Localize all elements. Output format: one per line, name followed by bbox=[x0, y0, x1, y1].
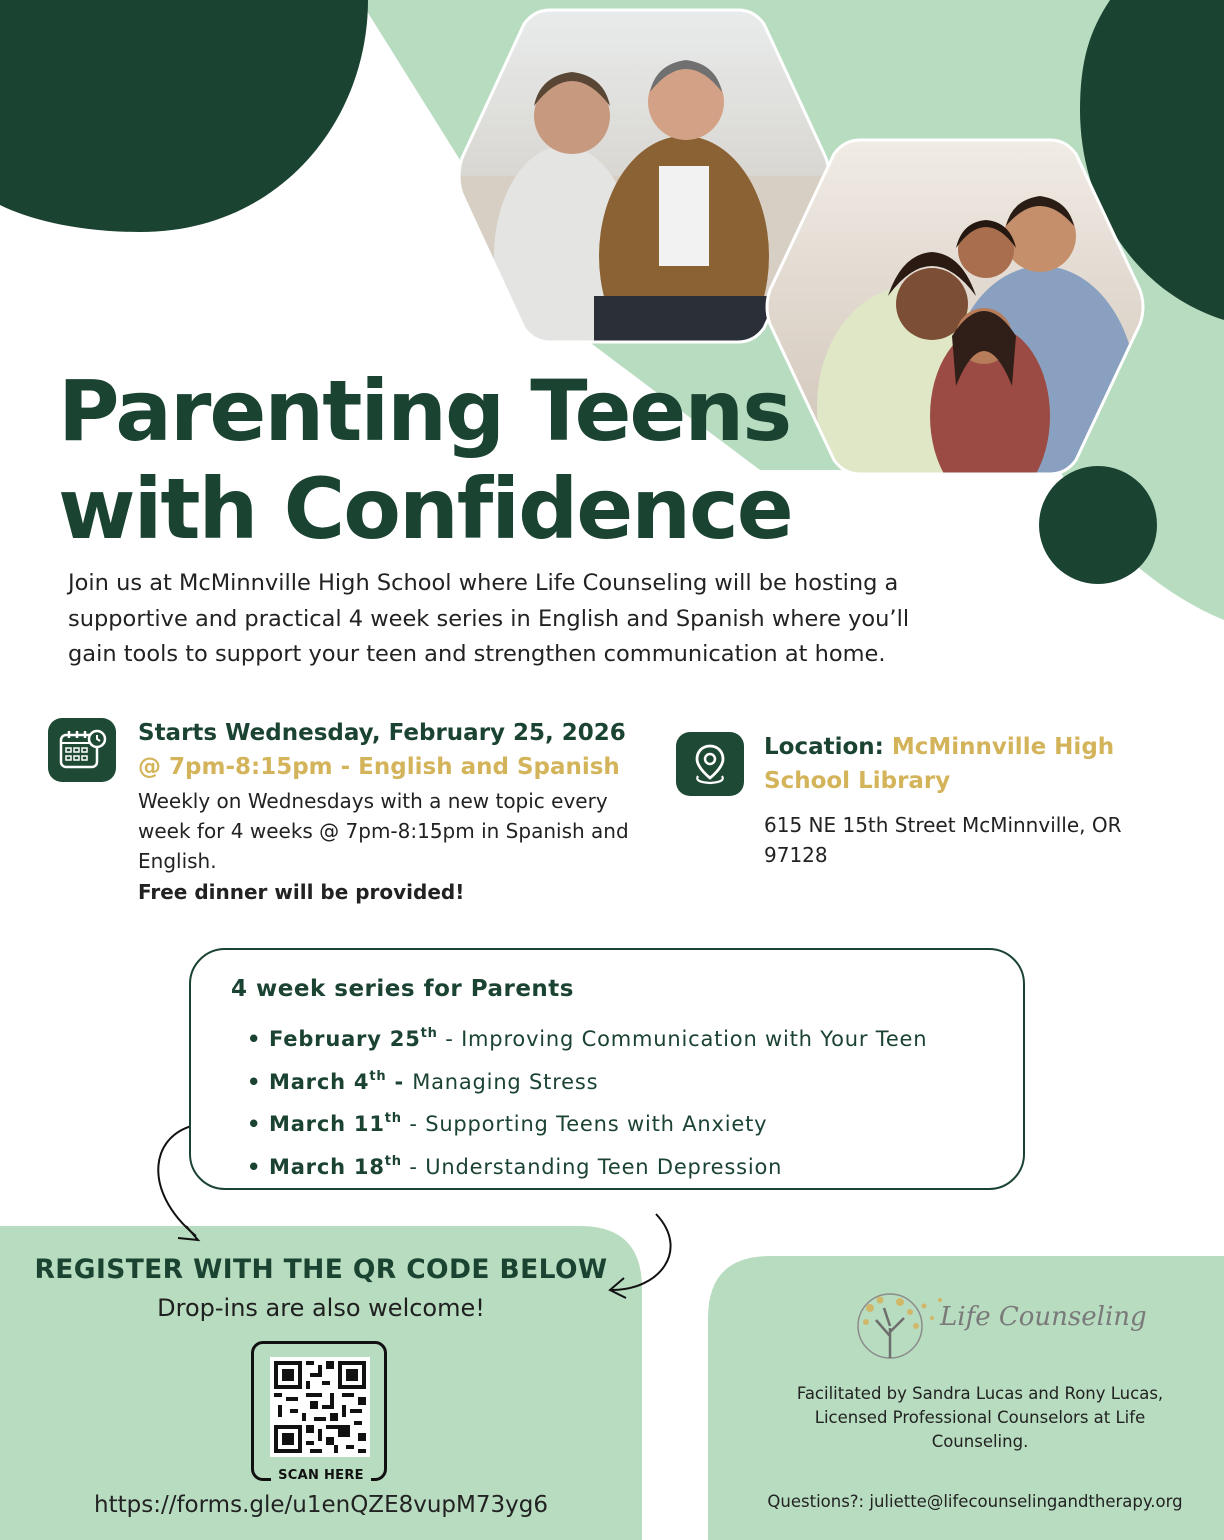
register-heading: REGISTER WITH THE QR CODE BELOW bbox=[34, 1254, 608, 1285]
schedule-time: @ 7pm-8:15pm - English and Spanish bbox=[138, 754, 620, 780]
location-address: 615 NE 15th Street McMinnville, OR 97128 bbox=[764, 813, 1122, 867]
photo-family bbox=[762, 136, 1148, 478]
series-list bbox=[247, 1018, 927, 1188]
calendar-clock-icon bbox=[48, 718, 116, 782]
page-title bbox=[58, 362, 818, 558]
series-item: • February 25th - Improving Communication with Your Teen bbox=[247, 1026, 928, 1051]
title-line-2: with Confidence bbox=[58, 460, 792, 558]
register-url[interactable]: https://forms.gle/u1enQZE8vupM73yg6 bbox=[94, 1492, 548, 1518]
questions-contact: Questions?: juliette@lifecounselingandtherapy.org bbox=[767, 1492, 1183, 1511]
scan-here-label: SCAN HERE bbox=[271, 1468, 371, 1483]
map-pin-icon bbox=[676, 732, 744, 796]
schedule-heading: Starts Wednesday, February 25, 2026 bbox=[138, 720, 626, 746]
location-heading bbox=[764, 730, 1164, 798]
series-title: 4 week series for Parents bbox=[231, 976, 574, 1002]
location-block bbox=[764, 730, 1164, 870]
series-item: • March 4th - Managing Stress bbox=[247, 1068, 599, 1094]
schedule-block bbox=[138, 716, 638, 908]
title-line-1: Parenting Teens bbox=[58, 362, 791, 460]
register-subheading: Drop-ins are also welcome! bbox=[157, 1294, 485, 1322]
series-box bbox=[189, 948, 1025, 1190]
location-label: Location: bbox=[764, 734, 884, 760]
logo-wordmark: Life Counseling bbox=[940, 1302, 1147, 1332]
schedule-description: Weekly on Wednesdays with a new topic every week for 4 weeks @ 7pm-8:15pm in Spanish and English. bbox=[138, 789, 629, 873]
location-name: McMinnville High School Library bbox=[764, 734, 1115, 794]
series-item: • March 11th - Supporting Teens with Anxiety bbox=[247, 1111, 768, 1136]
intro-paragraph: Join us at McMinnville High School where Life Counseling will be hosting a supportive and practical 4 week series in English and Spanish where you’ll gain tools to support your teen and strengthen communication at home. bbox=[68, 570, 910, 667]
tree-logo-icon bbox=[840, 1278, 950, 1368]
free-dinner-note: Free dinner will be provided! bbox=[138, 880, 465, 904]
qr-code[interactable] bbox=[270, 1357, 370, 1457]
facilitated-by: Facilitated by Sandra Lucas and Rony Lucas, Licensed Professional Counselors at Life Counseling. bbox=[796, 1384, 1164, 1451]
series-item: • March 18th - Understanding Teen Depression bbox=[247, 1153, 783, 1179]
life-counseling-logo bbox=[840, 1278, 1147, 1378]
